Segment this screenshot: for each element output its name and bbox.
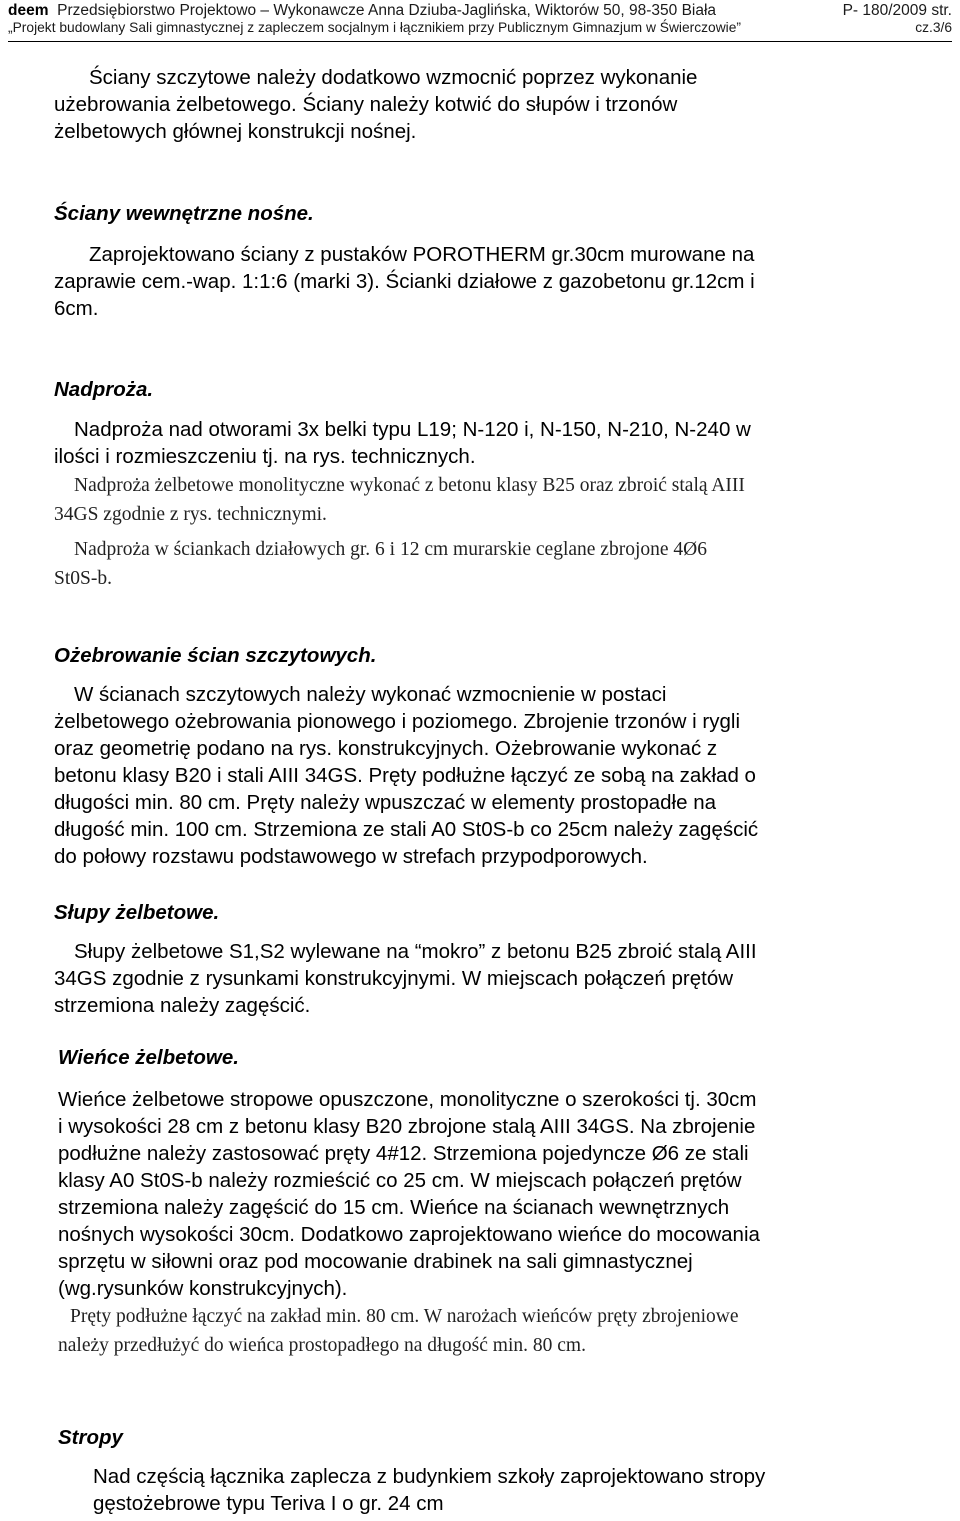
paragraph-line: nośnych wysokości 30cm. Dodatkowo zaprojektowano wieńce do mocowania bbox=[58, 1223, 760, 1246]
paragraph-line: zaprawie cem.-wap. 1:1:6 (marki 3). Ścianki działowe z gazobetonu gr.12cm i bbox=[54, 270, 755, 293]
paragraph-line: długości min. 80 cm. Pręty należy wpuszczać w elementy prostopadłe na bbox=[54, 791, 717, 814]
paragraph-line: (wg.rysunków konstrukcyjnych). bbox=[58, 1277, 348, 1300]
slabs-paragraph bbox=[93, 1463, 765, 1517]
doc-number: P- 180/2009 str. bbox=[842, 2, 952, 19]
paragraph-line: Wieńce żelbetowe stropowe opuszczone, monolityczne o szerokości tj. 30cm bbox=[58, 1088, 757, 1111]
page-header bbox=[0, 0, 960, 44]
paragraph-line: żelbetowego ożebrowania pionowego i poziomego. Zbrojenie trzonów i rygli bbox=[54, 710, 741, 733]
document-part: cz.3/6 bbox=[915, 20, 952, 35]
lintels-paragraph-1 bbox=[54, 416, 751, 470]
paragraph-line: strzemiona należy zagęścić do 15 cm. Wieńce na ścianach wewnętrznych bbox=[58, 1196, 730, 1219]
header-company-line bbox=[8, 2, 952, 22]
paragraph-line: Pręty podłużne łączyć na zakład min. 80 cm. W narożach wieńców pręty zbrojeniowe bbox=[70, 1306, 739, 1327]
paragraph-line: klasy A0 St0S-b należy rozmieścić co 25 cm. W miejscach połączeń prętów bbox=[58, 1169, 742, 1192]
paragraph-line: długość min. 100 cm. Strzemiona ze stali A0 St0S-b co 25cm należy zagęścić bbox=[54, 818, 759, 841]
paragraph-line: i wysokości 28 cm z betonu klasy B20 zbrojone stalą AIII 34GS. Na zbrojenie bbox=[58, 1115, 756, 1138]
paragraph-line: sprzętu w siłowni oraz pod mocowanie drabinek na sali gimnastycznej bbox=[58, 1250, 693, 1273]
paragraph-line: oraz geometrię podano na rys. konstrukcyjnych. Ożebrowanie wykonać z bbox=[54, 737, 718, 760]
paragraph-line: żelbetowych głównej konstrukcji nośnej. bbox=[54, 120, 417, 143]
section-heading-slabs: Stropy bbox=[58, 1426, 123, 1449]
paragraph-line: 34GS zgodnie z rys. technicznymi. bbox=[54, 504, 327, 525]
paragraph-line: do połowy rozstawu podstawowego w strefach przypodporowych. bbox=[54, 845, 648, 868]
paragraph-line: St0S-b. bbox=[54, 568, 112, 589]
paragraph-line: strzemiona należy zagęścić. bbox=[54, 994, 311, 1017]
paragraph-line: ilości i rozmieszczeniu tj. na rys. technicznych. bbox=[54, 445, 476, 468]
ribbing-paragraph bbox=[54, 681, 759, 870]
lintels-paragraph-3 bbox=[54, 535, 707, 593]
paragraph-line: Ściany szczytowe należy dodatkowo wzmocnić poprzez wykonanie bbox=[89, 66, 698, 89]
walls-paragraph bbox=[54, 241, 755, 322]
project-title: „Projekt budowlany Sali gimnastycznej z zapleczem socjalnym i łącznikiem przy Publicznym Gimnazjum w Świerczowie” bbox=[8, 20, 742, 35]
section-heading-rims: Wieńce żelbetowe. bbox=[58, 1046, 239, 1069]
paragraph-line: Zaprojektowano ściany z pustaków POROTHERM gr.30cm murowane na bbox=[89, 243, 755, 266]
columns-paragraph bbox=[54, 938, 757, 1019]
paragraph-line: 6cm. bbox=[54, 297, 99, 320]
section-heading-columns: Słupy żelbetowe. bbox=[54, 901, 220, 924]
paragraph-line: Słupy żelbetowe S1,S2 wylewane na “mokro” z betonu B25 zbroić stalą AIII bbox=[74, 940, 757, 963]
intro-paragraph bbox=[54, 64, 698, 145]
paragraph-line: Nadproża nad otworami 3x belki typu L19; N-120 i, N-150, N-210, N-240 w bbox=[74, 418, 751, 441]
paragraph-line: użebrowania żelbetowego. Ściany należy kotwić do słupów i trzonów bbox=[54, 93, 678, 116]
section-heading-ribbing: Ożebrowanie ścian szczytowych. bbox=[54, 644, 377, 667]
company-info bbox=[8, 2, 716, 20]
section-heading-lintels: Nadproża. bbox=[54, 378, 154, 401]
company-brand: deem bbox=[8, 2, 49, 19]
paragraph-line: Nadproża żelbetowe monolityczne wykonać z betonu klasy B25 oraz zbroić stalą AIII bbox=[74, 475, 745, 496]
paragraph-line: W ścianach szczytowych należy wykonać wzmocnienie w postaci bbox=[74, 683, 667, 706]
rims-paragraph bbox=[58, 1086, 760, 1302]
rims-serif-paragraph bbox=[58, 1302, 739, 1360]
paragraph-line: gęstożebrowe typu Teriva I o gr. 24 cm bbox=[93, 1492, 444, 1515]
paragraph-line: Nadproża w ściankach działowych gr. 6 i 12 cm murarskie ceglane zbrojone 4Ø6 bbox=[74, 539, 707, 560]
paragraph-line: podłużne należy zastosować pręty 4#12. Strzemiona pojedyncze Ø6 ze stali bbox=[58, 1142, 749, 1165]
header-divider bbox=[8, 41, 952, 42]
company-name: Przedsiębiorstwo Projektowo – Wykonawcze Anna Dziuba-Jaglińska, Wiktorów 50, 98-350 Biała bbox=[57, 2, 717, 19]
paragraph-line: Nad częścią łącznika zaplecza z budynkiem szkoły zaprojektowano stropy bbox=[93, 1465, 766, 1488]
header-project-line bbox=[8, 20, 952, 40]
paragraph-line: należy przedłużyć do wieńca prostopadłego na długość min. 80 cm. bbox=[58, 1335, 586, 1356]
section-heading-walls: Ściany wewnętrzne nośne. bbox=[54, 202, 314, 225]
lintels-paragraph-2 bbox=[54, 471, 745, 529]
paragraph-line: 34GS zgodnie z rysunkami konstrukcyjnymi. W miejscach połączeń prętów bbox=[54, 967, 734, 990]
paragraph-line: betonu klasy B20 i stali AIII 34GS. Pręty podłużne łączyć ze sobą na zakład o bbox=[54, 764, 756, 787]
